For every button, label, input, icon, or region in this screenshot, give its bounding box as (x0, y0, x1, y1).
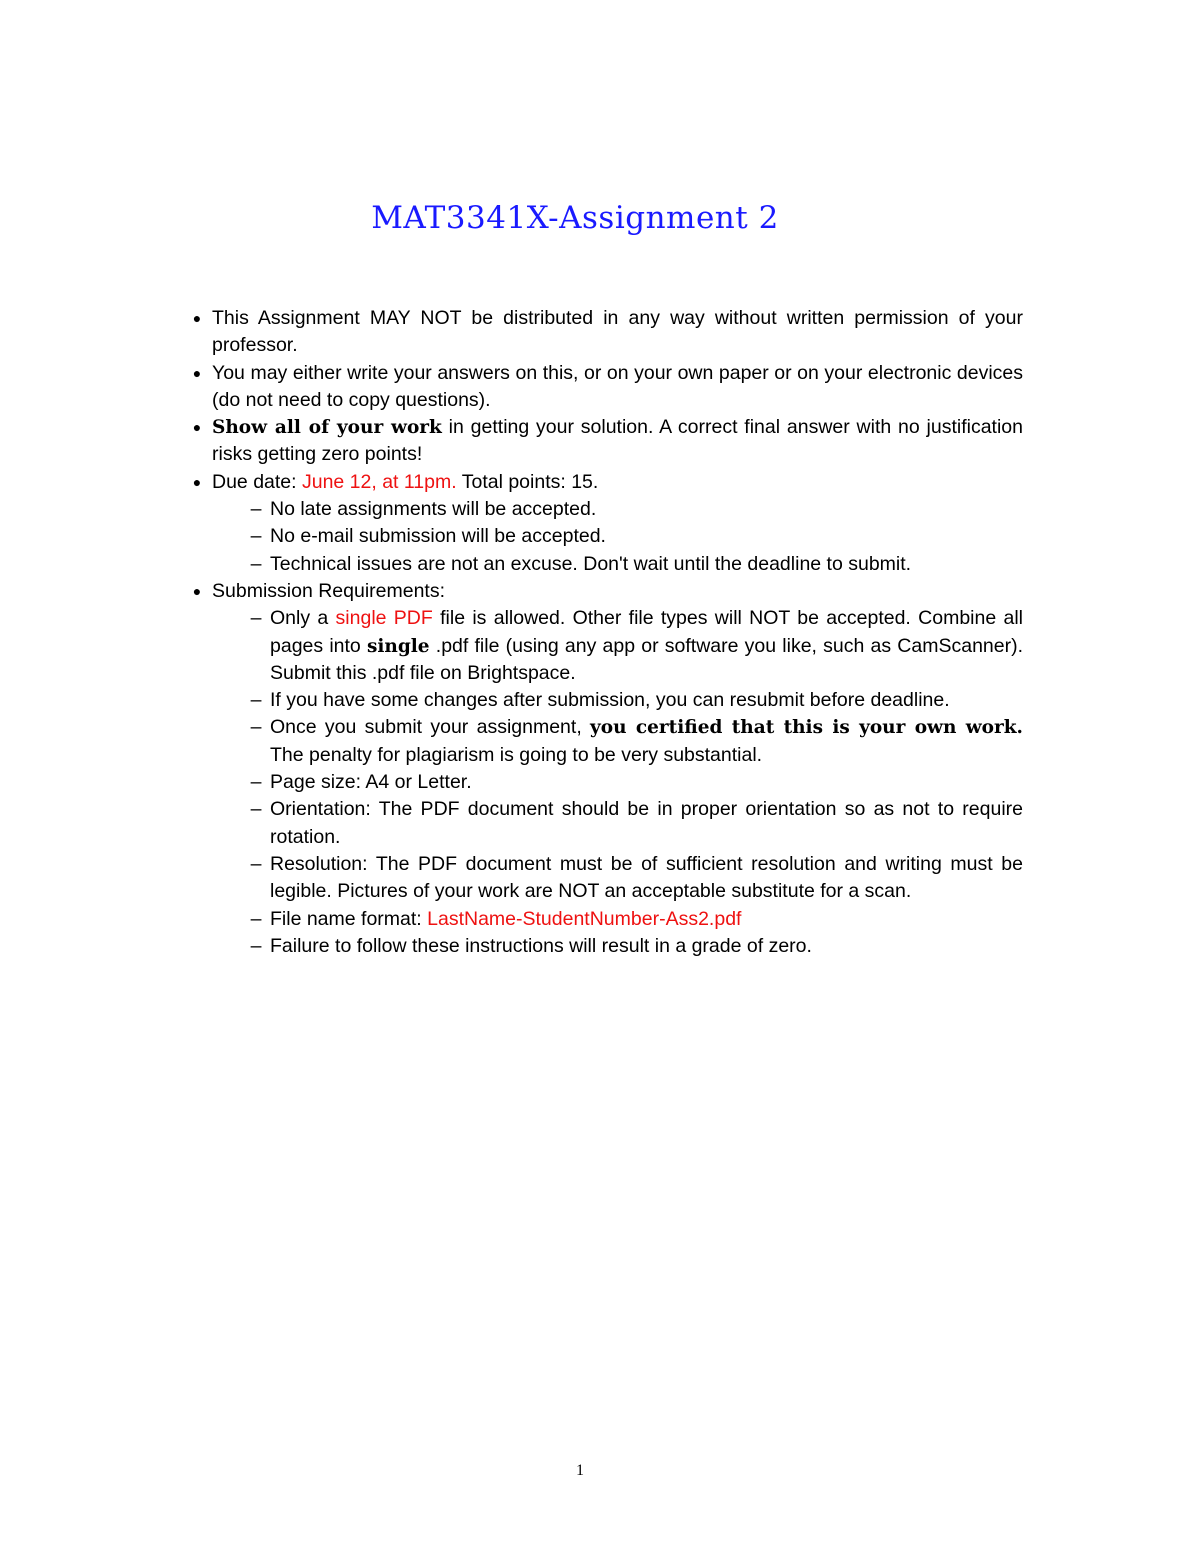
sub-item-file-name (248, 906, 1023, 933)
due-date-sublist (212, 496, 1023, 578)
bullet-distribution-text: This Assignment MAY NOT be distributed in any way without written permission of your professor. (212, 307, 1023, 357)
show-work-text: in getting your solution. A correct final answer with no justification risks getting zero points! (212, 416, 1024, 466)
sub-item-no-late (248, 496, 1023, 523)
sub-item-technical (248, 551, 1023, 578)
single-pdf-prefix: Only a (270, 607, 336, 630)
bullet-distribution (190, 305, 1023, 360)
sub-item-page-size (248, 769, 1023, 796)
dash-icon: – (250, 934, 262, 957)
single-pdf-highlight: single PDF (335, 607, 433, 630)
bullet-icon: ● (192, 473, 202, 490)
due-date-value: June 12, at 11pm. (301, 470, 457, 493)
single-pdf-mid: file is allowed. Other file types will NOT be accepted. Combine all pages into (270, 607, 1023, 657)
plagiarism-emphasis: you certified that this is your own work. (590, 717, 1023, 739)
plagiarism-prefix: Once you submit your assignment, (270, 716, 591, 739)
sub-item-no-email (248, 523, 1023, 550)
show-work-emphasis: Show all of your work (212, 417, 442, 439)
sub-item-plagiarism (248, 714, 1023, 769)
sub-item-resolution (248, 851, 1023, 906)
bullet-icon: ● (192, 419, 202, 436)
document-title: MAT3341X-Assignment 2 (371, 200, 779, 236)
bullet-due-date (190, 469, 1023, 578)
sub-item-text: Resolution: The PDF document must be of sufficient resolution and writing must be legible. Pictures of your work are NOT an acceptable substitute for a scan. (270, 852, 1023, 903)
bullet-answers (190, 360, 1023, 415)
submission-label: Submission Requirements: (212, 579, 446, 602)
bullet-answers-text: You may either write your answers on this, or on your own paper or on your electronic devices (do not need to copy questions). (212, 361, 1023, 411)
dash-icon: – (250, 525, 262, 548)
dash-icon: – (250, 771, 262, 794)
dash-icon: – (250, 716, 262, 739)
sub-item-single-pdf (248, 605, 1023, 687)
dash-icon: – (250, 798, 262, 821)
bullet-show-work (190, 414, 1023, 469)
bullet-icon: ● (192, 364, 202, 381)
dash-icon: – (250, 552, 262, 575)
sub-item-text: Orientation: The PDF document should be in proper orientation so as not to require rotation. (270, 798, 1023, 848)
due-date-suffix: Total points: 15. (456, 470, 599, 493)
dash-icon: – (250, 498, 262, 521)
page-number: 1 (576, 1462, 584, 1479)
single-pdf-suffix: .pdf file (using any app or software you like, such as CamScanner). Submit this .pdf file on Brightspace. (270, 634, 1024, 684)
sub-item-text: Page size: A4 or Letter. (270, 771, 472, 794)
bullet-submission-requirements (190, 578, 1023, 960)
sub-item-orientation (248, 796, 1023, 851)
dash-icon: – (250, 689, 262, 712)
file-name-prefix: File name format: (270, 907, 428, 930)
sub-item-text: No e-mail submission will be accepted. (270, 525, 606, 548)
due-date-prefix: Due date: (212, 470, 302, 493)
instruction-list (190, 305, 1023, 960)
file-name-format: LastName-StudentNumber-Ass2.pdf (427, 907, 742, 930)
sub-item-text: Technical issues are not an excuse. Don't wait until the deadline to submit. (270, 552, 912, 575)
bullet-icon: ● (192, 582, 202, 599)
single-emphasis: single (366, 635, 430, 657)
sub-item-failure (248, 933, 1023, 960)
dash-icon: – (250, 907, 262, 930)
plagiarism-suffix: The penalty for plagiarism is going to be very substantial. (270, 743, 763, 766)
sub-item-text: Failure to follow these instructions will result in a grade of zero. (270, 934, 812, 957)
sub-item-resubmit (248, 687, 1023, 714)
dash-icon: – (250, 852, 262, 875)
submission-sublist (212, 605, 1023, 960)
dash-icon: – (250, 607, 262, 630)
instructions-body (190, 305, 1023, 960)
bullet-icon: ● (192, 310, 202, 326)
sub-item-text: If you have some changes after submission, you can resubmit before deadline. (270, 689, 950, 712)
sub-item-text: No late assignments will be accepted. (270, 498, 597, 521)
